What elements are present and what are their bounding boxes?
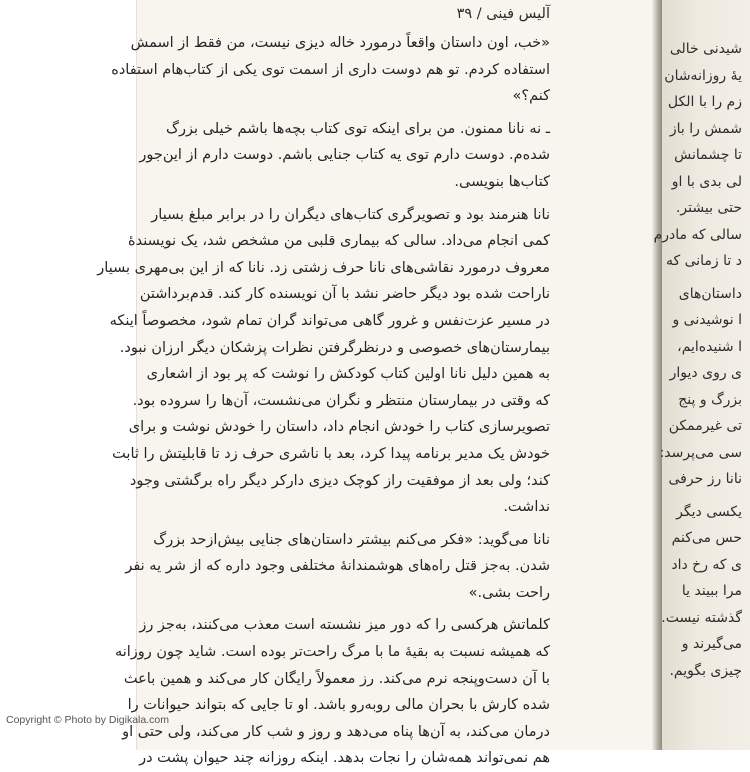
book-gutter bbox=[652, 0, 662, 750]
right-page-line: شیدنی خالی bbox=[669, 41, 742, 57]
text-line: کنم؟» bbox=[512, 88, 550, 105]
right-page-line: گذشته نیست. bbox=[661, 609, 742, 626]
right-page-line: ی روی دیوار bbox=[669, 365, 742, 381]
right-page-line: ی که رخ داد bbox=[671, 556, 742, 573]
right-page-line: ا شنیده‌ایم، bbox=[677, 338, 742, 355]
text-line: شدن. به‌جز قتل راه‌های هوشمندانهٔ مختلفی وجود داره که از شر یه نفر bbox=[125, 558, 550, 575]
text-line: راحت بشی.» bbox=[468, 584, 550, 601]
text-line: شده‌م. دوست دارم توی یه کتاب جنایی باشم. دوست دارم از این‌جور bbox=[139, 147, 550, 164]
right-page-line: سالی که مادرم bbox=[653, 226, 742, 243]
right-page-line: مرا ببیند یا bbox=[681, 583, 742, 599]
right-page-line: می‌گیرند و bbox=[681, 636, 742, 652]
text-line: تصویرسازی کتاب را خودش انجام داد، داستان را خودش نوشت و برای bbox=[128, 419, 550, 436]
text-line: کلماتش هرکسی را که دور میز نشسته است معذب می‌کنند، به‌جز رز bbox=[139, 617, 550, 634]
text-line: نانا هنرمند بود و تصویرگری کتاب‌های دیگران را در برابر مبلغ بسیار bbox=[151, 206, 550, 223]
page-body-text bbox=[97, 30, 550, 772]
right-page-line: ا نوشیدنی و bbox=[672, 312, 742, 328]
text-line: معروف درمورد نقاشی‌های نانا حرف زشتی زد. نانا که از این بی‌مهری بسیار bbox=[97, 259, 550, 276]
text-line: شده کارش با بحران مالی روبه‌رو باشد. او تا جایی که بتواند حیوانات را bbox=[127, 697, 550, 714]
right-page-line: بزرگ و پنج bbox=[678, 391, 742, 408]
right-page-line: تا چشمانش bbox=[674, 147, 742, 163]
text-line: ناراحت شده بود دیگر حاضر نشد با آن نویسنده کار کند. قدم‌برداشتن bbox=[139, 286, 550, 303]
right-page-line: زم را با الکل bbox=[667, 94, 742, 110]
text-line: کمی انجام می‌داد. سالی که بیماری قلبی من مشخص شد، یک نویسندهٔ bbox=[128, 233, 550, 250]
text-line: نداشت. bbox=[503, 499, 550, 516]
text-line: به همین دلیل نانا اولین کتاب کودکش را نوشت که پر بود از اشعاری bbox=[146, 366, 550, 383]
text-line: کتاب‌ها بنویسی. bbox=[454, 173, 550, 190]
text-line: هم نمی‌تواند همه‌شان را نجات بدهد. اینکه روزانه چند حیوان پشت در bbox=[139, 750, 550, 767]
right-page-line: یهٔ روزانه‌شان bbox=[664, 67, 742, 84]
text-line: کند؛ ولی بعد از موفقیت راز کوچک دیزی دارکر دیگر راه برگشتی وجود bbox=[129, 472, 550, 489]
right-page-line: نانا رز حرفی bbox=[668, 471, 742, 487]
right-page-line: شمش را باز bbox=[669, 120, 742, 137]
text-line: استفاده کردم. تو هم دوست داری از اسمت توی یکی از کتاب‌هام استفاده bbox=[111, 61, 550, 78]
text-line: ـ نه نانا ممنون. من برای اینکه توی کتاب بچه‌ها باشم خیلی بزرگ bbox=[166, 120, 550, 137]
text-line: «خب، اون داستان واقعاً درمورد خاله دیزی نیست، من فقط از اسمش bbox=[130, 35, 550, 51]
right-page-line: داستان‌های bbox=[678, 285, 742, 302]
right-page-line: حس می‌کنم bbox=[671, 530, 742, 546]
right-page-line: سی می‌پرسد: bbox=[659, 444, 742, 461]
page-header: آلیس فینی / ۳۹ bbox=[456, 6, 550, 22]
text-line: در مسیر عزت‌نفس و غرور گاهی می‌تواند گران تمام شود، مخصوصاً اینکه bbox=[109, 312, 550, 329]
text-line: که وقتی در بیمارستان منتظر و نگران می‌نشست، آن‌ها را سروده بود. bbox=[132, 392, 550, 409]
copyright-notice: Copyright © Photo by Digikala.com bbox=[6, 714, 169, 726]
right-page-line: د تا زمانی که bbox=[665, 253, 742, 269]
right-page-line: چیزی بگویم. bbox=[669, 662, 742, 679]
right-page-line: لی بدی با او bbox=[671, 173, 742, 190]
background-margin bbox=[0, 0, 136, 750]
right-page-line: تی غیرممکن bbox=[668, 418, 742, 434]
text-line: که همیشه نسبت به بقیهٔ ما با مرگ راحت‌تر بوده است. شاید چون روزانه bbox=[114, 644, 550, 661]
text-line: درمان می‌کند، به آن‌ها پناه می‌دهد و روز و شب کار می‌کند، ولی حتی او bbox=[122, 723, 550, 740]
text-line: با آن دست‌وپنجه نرم می‌کند. رز معمولاً رایگان کار می‌کند و همین باعث bbox=[123, 670, 550, 687]
right-page-line: یکسی دیگر bbox=[676, 503, 742, 520]
right-book-page bbox=[653, 0, 750, 750]
text-line: بیمارستان‌های خصوصی و درنظرگرفتن نظرات پزشکان دیگر ارزان نبود. bbox=[119, 339, 550, 356]
text-line: نانا می‌گوید: «فکر می‌کنم بیشتر داستان‌های جنایی بیش‌ازحد بزرگ bbox=[153, 531, 550, 548]
right-page-text bbox=[653, 36, 742, 684]
right-page-line: حتی بیشتر. bbox=[675, 200, 742, 216]
text-line: خودش یک مدیر برنامه پیدا کرد، بعد با ناشری حرف زد تا قابلیتش را ثابت bbox=[112, 445, 550, 462]
